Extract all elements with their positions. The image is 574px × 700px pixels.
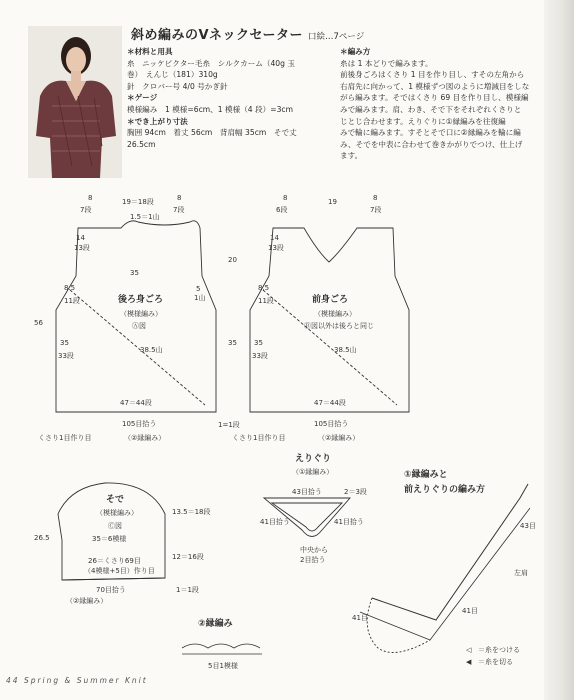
legend-attach-icon: ◁ — [466, 646, 472, 654]
method-line: 右肩先に向かって、1 模様ずつ図のように増減目をしな — [340, 81, 530, 91]
front-left-label: 35 — [254, 339, 263, 347]
sleeve-label: 12＝16段 — [172, 553, 204, 561]
materials-line: 針 クロバー号 4/0 号かぎ針 — [127, 81, 228, 91]
front-body-pattern: （模様編み） — [314, 310, 356, 318]
method-heading: ＊編み方 — [340, 47, 371, 56]
legend-cut: ＝糸を切る — [478, 658, 513, 666]
sleeve-label: 26.5 — [34, 534, 50, 542]
back-left-label: 13段 — [74, 244, 90, 252]
collar-center2: 2目拾う — [300, 556, 326, 564]
back-right-label: 5 — [196, 285, 201, 293]
back-top-label: 8 — [177, 194, 182, 202]
back-body-title: 後ろ身ごろ — [118, 295, 164, 305]
front-diag: 38.5山 — [334, 346, 357, 354]
front-right-label: 1=1段 — [218, 421, 240, 429]
size-line: 胸囲 94cm 着丈 56cm 背肩幅 35cm そで丈 — [127, 128, 297, 138]
diagram1-label: 41目 — [462, 607, 478, 615]
back-left-label: 33段 — [58, 352, 74, 360]
back-body-figure: Ⓐ図 — [132, 322, 146, 330]
front-left-label: 11段 — [258, 297, 274, 305]
gauge-line: 模様編み 1 模様=6cm、1 模様（4 段）=3cm — [127, 104, 293, 114]
sleeve-label: 13.5＝18段 — [172, 508, 211, 516]
back-left-label: 11段 — [64, 297, 80, 305]
collar-label: 41目拾う — [334, 518, 364, 526]
front-start: くさり1目作り目 — [232, 434, 286, 442]
method-line: 糸は 1 本どりで編みます。 — [340, 58, 433, 68]
collar-title: えりぐり — [295, 454, 332, 464]
method-line: みで輪に編みます。すそとそで口に②縁編みを輪に編 — [340, 128, 521, 138]
diagram1-title: ①縁編みと — [404, 470, 448, 480]
sleeve-label: 1＝1段 — [176, 586, 199, 594]
method-line: みで編みます。肩、わき、そで下をそれぞれくさりと — [340, 104, 522, 114]
legend-attach: ＝糸をつける — [478, 646, 520, 654]
back-left-label: 8.5 — [64, 284, 76, 292]
back-left-label: 35 — [60, 339, 69, 347]
front-left-label: 13段 — [268, 244, 284, 252]
front-body-figure: Ⓑ図以外は後ろと同じ — [304, 322, 374, 330]
front-top-label: 19 — [328, 198, 337, 206]
reference-page: 口絵…7ページ — [308, 32, 365, 42]
method-line: じとじ合わせます。えりぐりに①縁編みを往復編 — [340, 116, 506, 126]
footer-text: Spring & Summer Knit — [23, 676, 148, 685]
materials-line: 糸 ニッケビクター毛糸 シルクカーム（40g 玉 — [127, 58, 295, 68]
collar-label: 41目拾う — [260, 518, 290, 526]
collar-label: 2＝3段 — [344, 488, 367, 496]
front-top-sub: 7段 — [370, 206, 382, 214]
back-top-label: 19＝18段 — [122, 198, 154, 206]
back-diag: 38.5山 — [140, 346, 163, 354]
front-body-outline — [250, 228, 409, 412]
edging-diagram-1 — [372, 484, 528, 620]
front-top-label: 8 — [283, 194, 288, 202]
front-top-label: 8 — [373, 194, 378, 202]
diagram1-title: 前えりぐりの編み方 — [404, 485, 486, 495]
back-right-label: 1山 — [194, 294, 206, 302]
back-left-label: 14 — [76, 234, 85, 242]
diagram1-label: 41目 — [352, 614, 368, 622]
method-line: ます。 — [340, 151, 363, 161]
diagram1-label: 43目 — [520, 522, 536, 530]
page-spine-shadow — [544, 0, 574, 700]
front-bottom: 47＝44段 — [314, 399, 346, 407]
sleeve-figure: Ⓒ図 — [108, 522, 122, 530]
edging-diagram-2 — [182, 644, 262, 654]
front-left-label: 33段 — [252, 352, 268, 360]
front-left-label: 14 — [270, 234, 279, 242]
sleeve-cast2: （4模様+5目）作り目 — [84, 567, 155, 575]
back-bottom2: 105目拾う — [122, 420, 157, 428]
sleeve-width: 35＝6模様 — [92, 535, 127, 543]
back-top-sub: 7段 — [80, 206, 92, 214]
front-right-label: 35 — [228, 339, 237, 347]
back-bottom: 47＝44段 — [120, 399, 152, 407]
front-left-label: 8.5 — [258, 284, 270, 292]
sleeve-edging: （②縁編み） — [66, 597, 108, 605]
page-title: 斜め編みのVネックセーター — [131, 28, 304, 43]
back-edging: （②縁編み） — [124, 434, 166, 442]
front-bottom2: 105目拾う — [314, 420, 349, 428]
sleeve-title: そで — [106, 495, 125, 505]
back-height: 56 — [34, 319, 43, 327]
diagram2-title: ②縁編み — [198, 619, 233, 629]
back-body-pattern: （模様編み） — [120, 310, 162, 318]
page-footer — [6, 676, 148, 685]
method-line: み、そでを中表に合わせて巻きかがりでつけ、仕上げ — [340, 139, 523, 149]
legend-cut-icon: ◀ — [466, 658, 472, 666]
back-top-label: 8 — [88, 194, 93, 202]
size-line: 26.5cm — [127, 139, 156, 149]
size-heading: ＊でき上がり寸法 — [127, 116, 188, 126]
back-neck: 1.5＝1山 — [130, 213, 160, 221]
materials-line: 巻） えんじ（181）310g — [127, 70, 218, 80]
back-width-top: 35 — [130, 269, 139, 277]
front-edging: （②縁編み） — [318, 434, 360, 442]
diagram1-label: 左肩 — [514, 569, 528, 577]
front-body-title: 前身ごろ — [312, 295, 349, 305]
sleeve-pattern: （模様編み） — [96, 509, 138, 517]
front-top-sub: 6段 — [276, 206, 288, 214]
collar-label: 43目拾う — [292, 488, 322, 496]
diagram2-label: 5目1模様 — [208, 662, 238, 670]
method-line: 前後身ごろはくさり 1 目を作り目し、すその左角から — [340, 70, 525, 80]
materials-heading: ＊材料と用具 — [127, 47, 173, 56]
back-start: くさり1目作り目 — [38, 434, 92, 442]
page-number: 44 — [6, 676, 20, 685]
back-top-sub: 7段 — [173, 206, 185, 214]
sleeve-cast: 26＝くさり69目 — [88, 557, 141, 565]
collar-edging: （①縁編み） — [292, 468, 334, 476]
sleeve-pick: 70目拾う — [96, 586, 126, 594]
collar-center: 中央から — [300, 546, 328, 554]
gauge-heading: ＊ゲージ — [127, 93, 158, 103]
front-right-label: 20 — [228, 256, 237, 264]
method-line: がら編みます。そではくさり 69 目を作り目し、模様編 — [340, 93, 529, 103]
